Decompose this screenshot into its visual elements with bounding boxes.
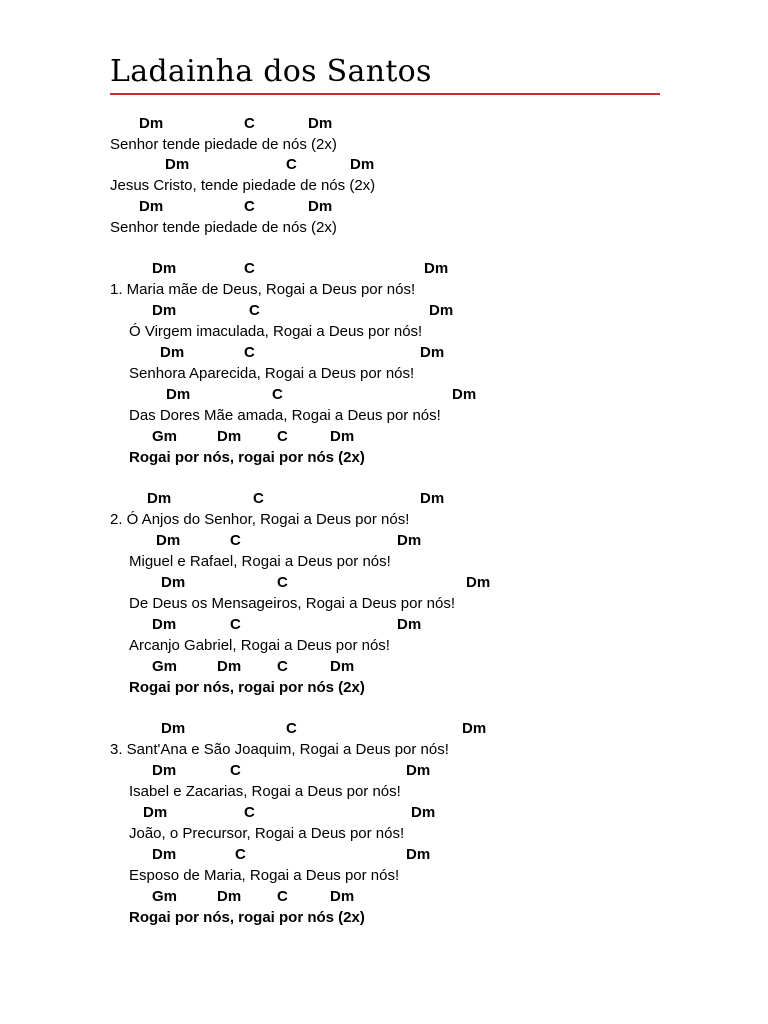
lyric-line: De Deus os Mensageiros, Rogai a Deus por nós! — [129, 595, 456, 612]
chord-c: C — [244, 804, 255, 821]
chord-dm: Dm — [156, 532, 181, 549]
chord-dm: Dm — [330, 888, 355, 905]
chord-dm: Dm — [160, 344, 185, 361]
chord-dm: Dm — [165, 156, 190, 173]
chord-dm: Dm — [397, 616, 422, 633]
chord-c: C — [244, 115, 255, 132]
chord-c: C — [244, 344, 255, 361]
lyric-line: Das Dores Mãe amada, Rogai a Deus por nós! — [129, 407, 441, 424]
lyric-line: Arcanjo Gabriel, Rogai a Deus por nós! — [129, 637, 390, 654]
chord-c: C — [253, 490, 264, 507]
chord-dm: Dm — [452, 386, 477, 403]
chord-c: C — [277, 658, 288, 675]
chord-c: C — [244, 198, 255, 215]
chord-dm: Dm — [406, 762, 431, 779]
chord-gm: Gm — [152, 658, 178, 675]
chord-c: C — [272, 386, 283, 403]
chord-dm: Dm — [152, 260, 177, 277]
chord-c: C — [249, 302, 260, 319]
title-divider — [110, 93, 660, 95]
chord-dm: Dm — [139, 198, 164, 215]
chord-c: C — [277, 574, 288, 591]
lyric-line: João, o Precursor, Rogai a Deus por nós! — [129, 825, 405, 842]
lyric-line: Ó Virgem imaculada, Rogai a Deus por nós! — [129, 323, 423, 340]
chord-dm: Dm — [143, 804, 168, 821]
lyric-line: Esposo de Maria, Rogai a Deus por nós! — [129, 867, 400, 884]
lyric-line: 3. Sant'Ana e São Joaquim, Rogai a Deus por nós! — [110, 741, 449, 758]
chord-dm: Dm — [147, 490, 172, 507]
chord-c: C — [244, 260, 255, 277]
chord-dm: Dm — [466, 574, 491, 591]
lyric-line: 2. Ó Anjos do Senhor, Rogai a Deus por nós! — [110, 511, 410, 528]
chord-dm: Dm — [139, 115, 164, 132]
chord-dm: Dm — [308, 115, 333, 132]
refrain-line: Rogai por nós, rogai por nós (2x) — [129, 449, 365, 466]
refrain-line: Rogai por nós, rogai por nós (2x) — [129, 909, 365, 926]
chord-c: C — [277, 428, 288, 445]
chord-c: C — [286, 156, 297, 173]
chord-dm: Dm — [424, 260, 449, 277]
chord-gm: Gm — [152, 428, 178, 445]
chord-dm: Dm — [217, 658, 242, 675]
chord-dm: Dm — [152, 616, 177, 633]
lyric-line: Miguel e Rafael, Rogai a Deus por nós! — [129, 553, 391, 570]
lyric-line: Jesus Cristo, tende piedade de nós (2x) — [110, 177, 376, 194]
chord-dm: Dm — [161, 574, 186, 591]
chord-dm: Dm — [217, 888, 242, 905]
chord-c: C — [235, 846, 246, 863]
chord-dm: Dm — [411, 804, 436, 821]
chord-dm: Dm — [152, 302, 177, 319]
chord-dm: Dm — [152, 762, 177, 779]
refrain-line: Rogai por nós, rogai por nós (2x) — [129, 679, 365, 696]
chord-dm: Dm — [462, 720, 487, 737]
page-title: Ladainha dos Santos — [110, 54, 432, 89]
chord-dm: Dm — [166, 386, 191, 403]
chord-dm: Dm — [217, 428, 242, 445]
chord-gm: Gm — [152, 888, 178, 905]
chord-c: C — [277, 888, 288, 905]
chord-dm: Dm — [406, 846, 431, 863]
lyric-line: Senhora Aparecida, Rogai a Deus por nós! — [129, 365, 415, 382]
lyric-line: Senhor tende piedade de nós (2x) — [110, 136, 337, 153]
chord-c: C — [230, 532, 241, 549]
chord-dm: Dm — [330, 428, 355, 445]
chord-dm: Dm — [161, 720, 186, 737]
chord-dm: Dm — [152, 846, 177, 863]
chord-dm: Dm — [429, 302, 454, 319]
chord-dm: Dm — [350, 156, 375, 173]
chord-c: C — [286, 720, 297, 737]
lyric-line: 1. Maria mãe de Deus, Rogai a Deus por nós! — [110, 281, 416, 298]
chord-c: C — [230, 616, 241, 633]
chord-dm: Dm — [330, 658, 355, 675]
lyric-line: Senhor tende piedade de nós (2x) — [110, 219, 337, 236]
lyric-line: Isabel e Zacarias, Rogai a Deus por nós! — [129, 783, 401, 800]
chord-c: C — [230, 762, 241, 779]
chord-dm: Dm — [308, 198, 333, 215]
chord-dm: Dm — [397, 532, 422, 549]
chord-dm: Dm — [420, 344, 445, 361]
chord-dm: Dm — [420, 490, 445, 507]
